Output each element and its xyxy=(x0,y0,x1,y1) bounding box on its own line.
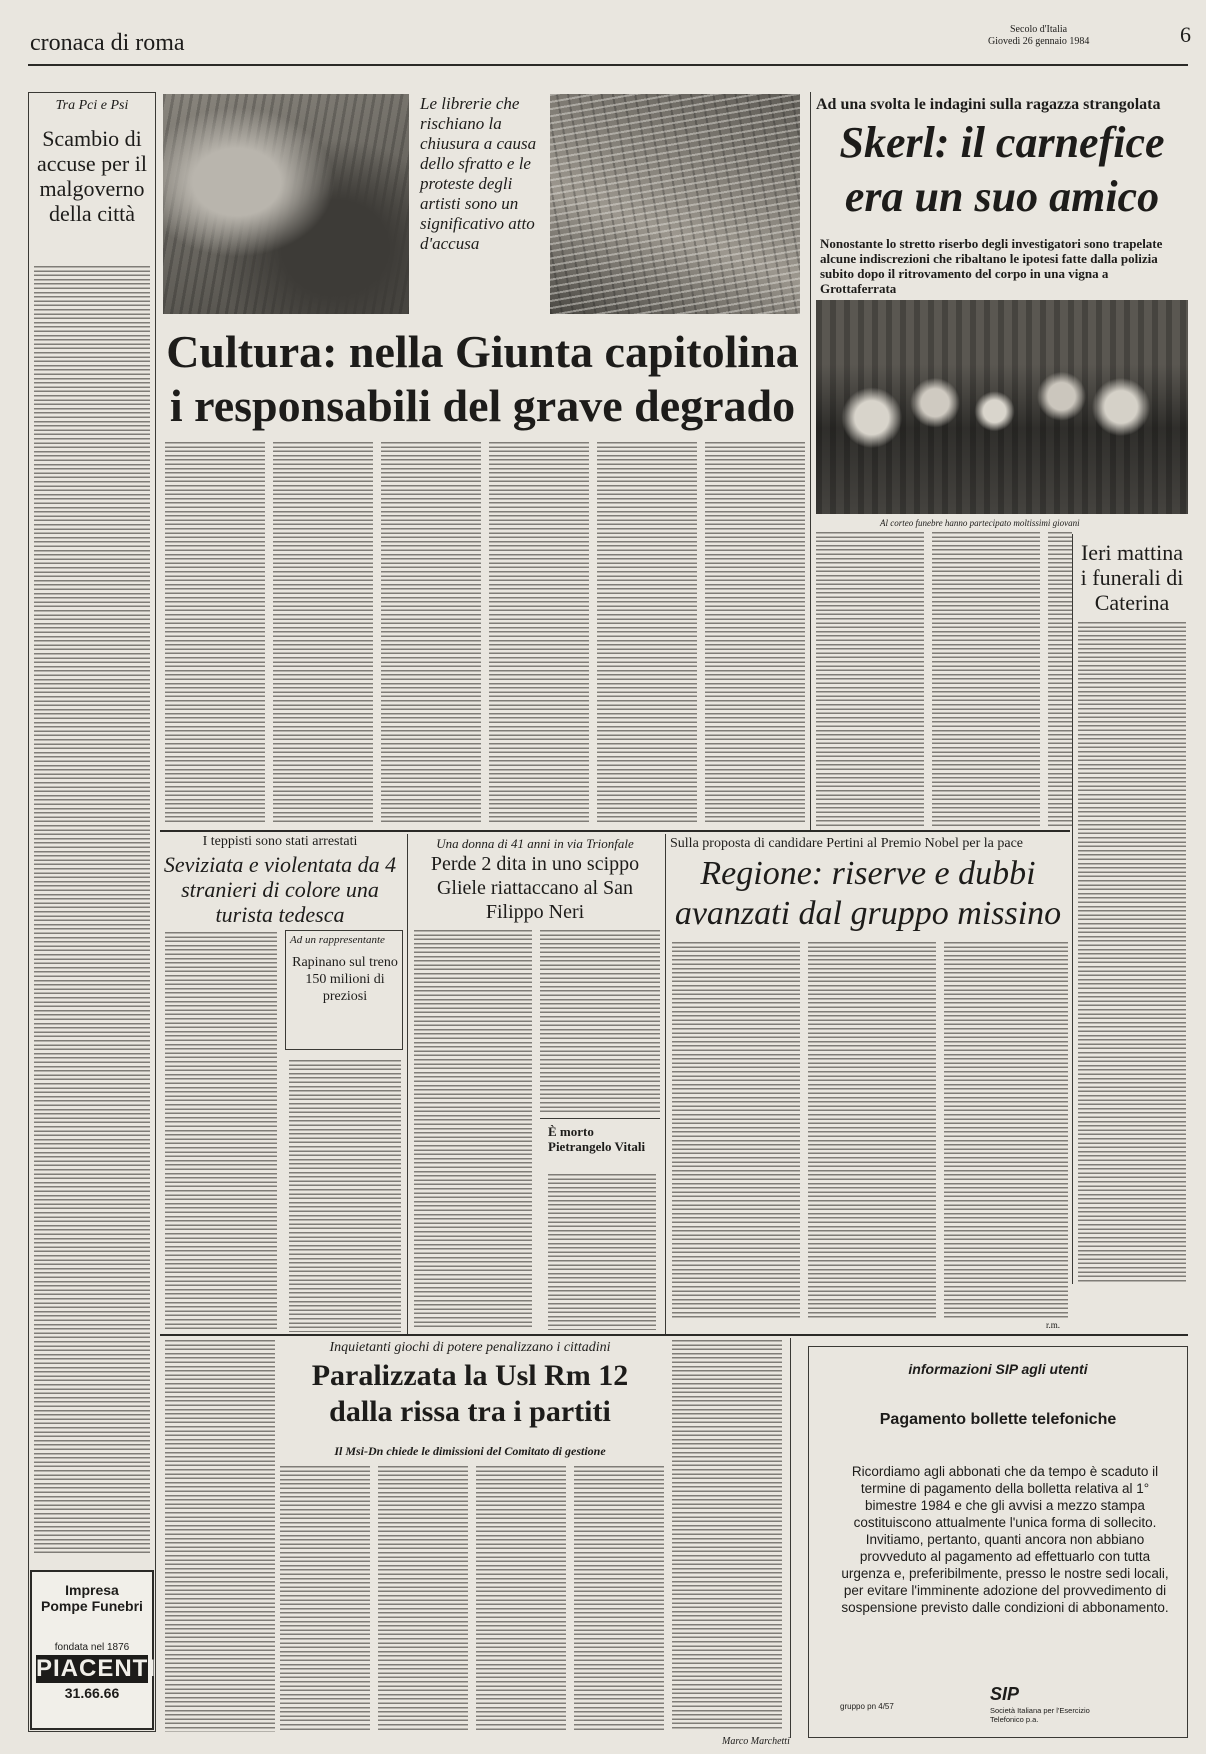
newspaper-name: Secolo d'Italia xyxy=(1010,24,1068,35)
skerl-headline-line1: Skerl: il carnefice xyxy=(839,118,1165,167)
regione-headline-line2: avanzati dal gruppo missino xyxy=(674,895,1062,932)
sip-ad-body: Ricordiamo agli abbonati che da tempo è scaduto il termine di pagamento della bolletta relativa al 1° bimestre 1984 e che gli avvisi a mezzo stampa costituiscono attualmente l'unica forma di sollecito. Invitiamo, pertanto, quanti ancora non abbiano provveduto al pagamento ad effettuarlo con tutta urgenza e, preferibilmente, presso le nostre sedi locali, per evitare l'imminente adozione del provvedimento di sospensione previsto dalle condizioni di abbonamento. xyxy=(841,1464,1169,1615)
usl-deck: Il Msi-Dn chiede le dimissioni del Comitato di gestione xyxy=(334,1444,606,1458)
left-column-text xyxy=(34,266,150,1556)
funeral-ad-established: fondata nel 1876 xyxy=(54,1642,130,1653)
usl-byline: Marco Marchetti xyxy=(722,1736,790,1747)
regione-headline-line1: Regione: riserve e dubbi xyxy=(700,855,1036,892)
culture-headline-line1: Cultura: nella Giunta capitolina xyxy=(166,326,799,377)
usl-text-col1 xyxy=(280,1466,370,1732)
skerl-photo-caption: Al corteo funebre hanno partecipato moltissimi giovani xyxy=(880,518,1080,528)
lower-rule xyxy=(160,1334,1188,1336)
issue-date: Giovedì 26 gennaio 1984 xyxy=(988,36,1090,47)
obituary-text xyxy=(548,1174,656,1330)
page-number: 6 xyxy=(1180,22,1191,47)
usl-headline-line2: dalla rissa tra i partiti xyxy=(329,1395,611,1428)
left-column-kicker: Tra Pci e Psi xyxy=(55,98,129,113)
culture-headline-line2: i responsabili del grave degrado xyxy=(169,380,796,431)
tourist-kicker: I teppisti sono stati arrestati xyxy=(202,834,358,849)
section-title: cronaca di roma xyxy=(30,30,185,56)
skerl-headline-line2: era un suo amico xyxy=(844,172,1160,221)
rapiano-kicker: Ad un rappresentante xyxy=(290,934,385,946)
sip-logo: SIP xyxy=(990,1684,1020,1704)
regione-signature: r.m. xyxy=(1046,1320,1061,1330)
mid-rule xyxy=(160,830,1070,832)
sip-ad-title: Pagamento bollette telefoniche xyxy=(879,1411,1117,1428)
scippo-text-col2 xyxy=(540,930,660,1114)
rapiano-headline: Rapinano sul treno 150 milioni di preziosi xyxy=(292,955,398,1004)
usl-intro-col xyxy=(165,1340,275,1732)
usl-text-col5 xyxy=(672,1340,782,1730)
bookshop-photo-left xyxy=(163,94,409,314)
scippo-text-col1 xyxy=(414,930,532,1330)
usl-text-col4 xyxy=(574,1466,664,1732)
skerl-text-col3 xyxy=(1048,532,1072,828)
usl-kicker: Inquietanti giochi di potere penalizzano i cittadini xyxy=(329,1340,611,1355)
scippo-regione-divider xyxy=(665,834,666,1334)
usl-headline-line1: Paralizzata la Usl Rm 12 xyxy=(311,1359,629,1392)
bookshop-photo-right xyxy=(550,94,800,314)
skerl-kicker: Ad una svolta le indagini sulla ragazza strangolata xyxy=(816,96,1161,113)
usl-text-col3 xyxy=(476,1466,566,1732)
funeral-ad-phone: 31.66.66 xyxy=(64,1685,120,1701)
regione-kicker: Sulla proposta di candidare Pertini al Premio Nobel per la pace xyxy=(670,836,1024,851)
tourist-text-col1 xyxy=(165,932,277,1332)
scippo-kicker: Una donna di 41 anni in via Trionfale xyxy=(436,836,634,851)
sip-ad xyxy=(808,1346,1188,1738)
regione-text-col2 xyxy=(808,942,936,1318)
funeral-ad-line1: Impresa xyxy=(65,1582,119,1598)
left-column-headline: Scambio di accuse per il malgoverno della città xyxy=(37,126,147,226)
skerl-text-col2 xyxy=(932,532,1040,828)
funerali-text xyxy=(1078,622,1186,1282)
culture-text-col2 xyxy=(273,442,373,822)
skerl-deck: Nonostante lo stretto riserbo degli investigatori sono trapelate alcune indiscrezioni che ribaltano le ipotesi fatte dalla polizia subito dopo il ritrovamento del corpo in una vigna a Grottaferrata xyxy=(820,236,1163,296)
funerali-divider xyxy=(1072,534,1073,1284)
culture-text-col3 xyxy=(381,442,481,822)
sip-ad-header: informazioni SIP agli utenti xyxy=(908,1361,1088,1377)
sip-ad-footnote: gruppo pn 4/57 xyxy=(840,1702,894,1711)
scippo-headline: Perde 2 dita in uno scippo Gliele riattaccano al San Filippo Neri xyxy=(430,853,640,923)
tourist-scippo-divider xyxy=(407,834,408,1334)
obituary-headline: È morto Pietrangelo Vitali xyxy=(548,1124,646,1154)
funeral-procession-photo xyxy=(816,300,1188,514)
rapiano-text xyxy=(289,1060,401,1332)
culture-skerl-divider xyxy=(810,92,811,830)
regione-text-col1 xyxy=(672,942,800,1318)
funerali-headline: Ieri mattina i funerali di Caterina xyxy=(1080,540,1184,615)
funeral-ad xyxy=(30,1570,157,1730)
sip-company: Società Italiana per l'Esercizio Telefonico p.a. xyxy=(990,1706,1090,1724)
regione-text-col3 xyxy=(944,942,1068,1318)
masthead-rule xyxy=(28,64,1188,66)
funeral-ad-line2: Pompe Funebri xyxy=(41,1598,143,1614)
usl-sip-divider xyxy=(790,1338,791,1738)
skerl-text-col1 xyxy=(816,532,924,828)
culture-text-col4 xyxy=(489,442,589,822)
funeral-ad-name: PIACENTI xyxy=(36,1655,157,1682)
culture-text-col6 xyxy=(705,442,805,822)
usl-text-col2 xyxy=(378,1466,468,1732)
culture-text-col5 xyxy=(597,442,697,822)
tourist-headline: Seviziata e violentata da 4 stranieri di colore una turista tedesca xyxy=(163,852,397,927)
culture-photo-caption: Le librerie che rischiano la chiusura a causa dello sfratto e le proteste degli artisti sono un significativo atto d'accusa xyxy=(420,94,537,253)
culture-text-col1 xyxy=(165,442,265,822)
